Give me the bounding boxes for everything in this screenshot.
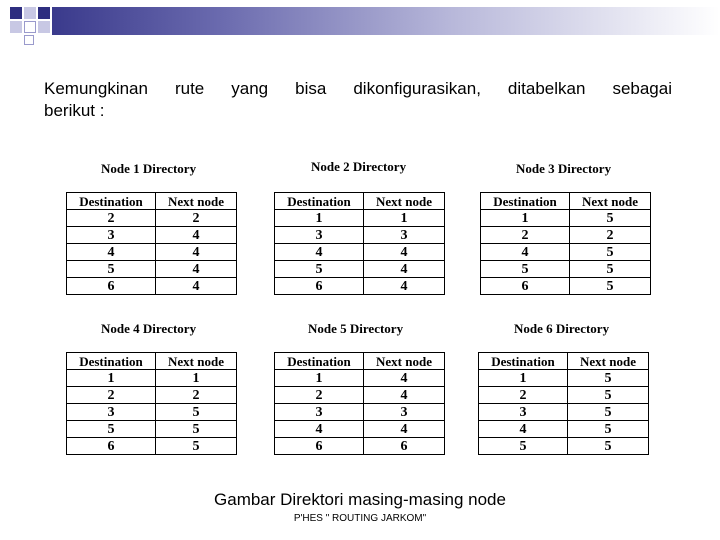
destination-cell: 2: [479, 387, 568, 404]
next-node-cell: 4: [156, 278, 237, 295]
table-row: [67, 278, 237, 295]
next-node-cell: 4: [364, 261, 445, 278]
header-square-dark: [10, 7, 22, 19]
table-row: [481, 278, 651, 295]
table-row: [67, 404, 237, 421]
next-node-cell: 5: [570, 278, 651, 295]
destination-cell: 3: [275, 227, 364, 244]
next-node-cell: 2: [570, 227, 651, 244]
table-header-row: [275, 353, 445, 370]
destination-cell: 6: [481, 278, 570, 295]
next-node-header: Next node: [364, 193, 445, 210]
table-row: [275, 404, 445, 421]
next-node-cell: 4: [364, 370, 445, 387]
destination-cell: 6: [67, 438, 156, 455]
next-node-cell: 3: [364, 404, 445, 421]
directory-title: Node 5 Directory: [308, 321, 404, 336]
next-node-cell: 5: [568, 404, 649, 421]
header-square-outline: [24, 21, 36, 33]
directory-title: Node 3 Directory: [516, 161, 612, 176]
destination-cell: 4: [275, 244, 364, 261]
table-row: [275, 210, 445, 227]
table-row: [481, 210, 651, 227]
destination-cell: 1: [481, 210, 570, 227]
table-row: [67, 210, 237, 227]
destination-header: Destination: [275, 193, 364, 210]
next-node-cell: 5: [156, 404, 237, 421]
table-row: [481, 244, 651, 261]
header-square-light-2: [10, 21, 22, 33]
figure-caption: Gambar Direktori masing-masing node: [214, 490, 506, 509]
next-node-cell: 4: [364, 278, 445, 295]
destination-cell: 6: [275, 438, 364, 455]
next-node-header: Next node: [156, 193, 237, 210]
table-row: [275, 370, 445, 387]
directory-table-node-3: [480, 192, 651, 295]
destination-cell: 2: [481, 227, 570, 244]
table-row: [67, 370, 237, 387]
destination-header: Destination: [479, 353, 568, 370]
table-row: [479, 404, 649, 421]
destination-cell: 3: [67, 227, 156, 244]
table-row: [479, 370, 649, 387]
next-node-cell: 4: [364, 387, 445, 404]
destination-cell: 3: [479, 404, 568, 421]
table-row: [481, 227, 651, 244]
destination-header: Destination: [67, 193, 156, 210]
header-square-outline-2: [24, 35, 34, 45]
table-row: [67, 261, 237, 278]
destination-cell: 5: [67, 261, 156, 278]
header-square-dark-small: [38, 7, 50, 19]
next-node-cell: 5: [570, 210, 651, 227]
table-row: [479, 387, 649, 404]
next-node-cell: 5: [568, 438, 649, 455]
table-row: [67, 227, 237, 244]
directory-table-node-4: [66, 352, 237, 455]
destination-header: Destination: [481, 193, 570, 210]
intro-paragraph: [44, 78, 672, 122]
next-node-cell: 5: [570, 244, 651, 261]
table-row: [275, 261, 445, 278]
next-node-header: Next node: [364, 353, 445, 370]
table-row: [481, 261, 651, 278]
next-node-cell: 4: [156, 261, 237, 278]
table-row: [275, 421, 445, 438]
next-node-header: Next node: [568, 353, 649, 370]
table-row: [275, 278, 445, 295]
table-header-row: [275, 193, 445, 210]
header-square-light: [24, 7, 36, 19]
table-row: [67, 421, 237, 438]
header-square-light-3: [38, 21, 50, 33]
next-node-cell: 6: [364, 438, 445, 455]
next-node-cell: 5: [568, 421, 649, 438]
destination-cell: 1: [479, 370, 568, 387]
next-node-cell: 5: [570, 261, 651, 278]
next-node-header: Next node: [570, 193, 651, 210]
table-row: [479, 421, 649, 438]
next-node-cell: 5: [568, 370, 649, 387]
next-node-cell: 4: [156, 227, 237, 244]
header-gradient-band: [52, 7, 720, 35]
directory-table-node-1: [66, 192, 237, 295]
intro-line-2: berikut :: [44, 101, 105, 120]
destination-cell: 1: [67, 370, 156, 387]
destination-cell: 3: [275, 404, 364, 421]
directory-title: Node 1 Directory: [101, 161, 197, 176]
table-row: [275, 227, 445, 244]
next-node-cell: 5: [568, 387, 649, 404]
next-node-cell: 4: [364, 421, 445, 438]
table-header-row: [481, 193, 651, 210]
table-row: [275, 438, 445, 455]
next-node-cell: 3: [364, 227, 445, 244]
destination-cell: 2: [67, 210, 156, 227]
destination-cell: 1: [275, 210, 364, 227]
destination-cell: 5: [481, 261, 570, 278]
directory-table-node-5: [274, 352, 445, 455]
next-node-cell: 4: [156, 244, 237, 261]
next-node-cell: 1: [364, 210, 445, 227]
table-row: [67, 244, 237, 261]
destination-cell: 5: [67, 421, 156, 438]
next-node-cell: 1: [156, 370, 237, 387]
slide-footer: P'HES " ROUTING JARKOM": [293, 513, 427, 524]
directory-title: Node 6 Directory: [514, 321, 610, 336]
table-row: [275, 244, 445, 261]
destination-header: Destination: [275, 353, 364, 370]
next-node-cell: 5: [156, 421, 237, 438]
table-header-row: [67, 353, 237, 370]
table-row: [67, 387, 237, 404]
next-node-cell: 5: [156, 438, 237, 455]
directory-title: Node 2 Directory: [311, 159, 407, 174]
destination-cell: 5: [479, 438, 568, 455]
next-node-cell: 2: [156, 387, 237, 404]
table-header-row: [67, 193, 237, 210]
destination-cell: 4: [275, 421, 364, 438]
destination-cell: 6: [275, 278, 364, 295]
destination-cell: 6: [67, 278, 156, 295]
table-row: [275, 387, 445, 404]
destination-cell: 4: [481, 244, 570, 261]
destination-cell: 5: [275, 261, 364, 278]
destination-cell: 2: [275, 387, 364, 404]
destination-header: Destination: [67, 353, 156, 370]
table-row: [67, 438, 237, 455]
table-header-row: [479, 353, 649, 370]
directory-table-node-6: [478, 352, 649, 455]
directory-title: Node 4 Directory: [101, 321, 197, 336]
next-node-cell: 4: [364, 244, 445, 261]
destination-cell: 2: [67, 387, 156, 404]
destination-cell: 3: [67, 404, 156, 421]
intro-line-1: Kemungkinan rute yang bisa dikonfigurasikan, ditabelkan sebagai: [44, 79, 672, 98]
next-node-header: Next node: [156, 353, 237, 370]
directory-table-node-2: [274, 192, 445, 295]
destination-cell: 4: [479, 421, 568, 438]
table-row: [479, 438, 649, 455]
destination-cell: 1: [275, 370, 364, 387]
destination-cell: 4: [67, 244, 156, 261]
next-node-cell: 2: [156, 210, 237, 227]
